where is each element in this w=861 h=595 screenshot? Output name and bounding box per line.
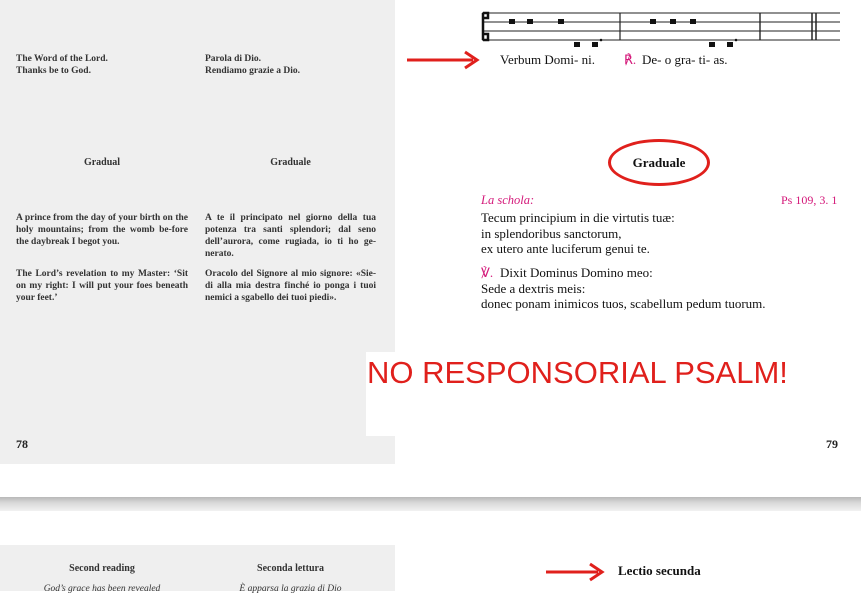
next-sub-en: God’s grace has been revealed [43, 584, 161, 594]
left-page-next [0, 545, 395, 594]
verse-line: Dixit Dominus Domino meo: [500, 265, 653, 280]
graduale-verse1 [481, 210, 675, 257]
arrow-right-icon [544, 562, 608, 582]
verse2-en: The Lord’s revelation to my Master: ‘Sit on my right: I will put your foes beneath your feet.’ [16, 269, 188, 303]
verse-line: Sede a dextris meis: [481, 280, 586, 296]
gradual-it-heading: Graduale [270, 157, 311, 168]
annotation-text: NO RESPONSORIAL PSALM! [367, 355, 788, 390]
graduale-verse2 [481, 265, 766, 312]
versicle-symbol: ℣. [481, 265, 494, 280]
gradual-en-heading: Gradual [83, 157, 121, 168]
next-heading-it: Seconda lettura [257, 563, 324, 574]
section-title: Graduale [632, 155, 686, 170]
chant-lyrics: Verbum Domi- ni. [500, 52, 595, 67]
verse2-it: Oracolo del Signore al mio signore: «Sie-di alla mia destra finché io ponga i tuoi nemici a sgabello dei tuoi piedi». [205, 269, 376, 303]
response-symbol: ℟. [624, 52, 637, 67]
next-sub-it: È apparsa la grazia di Dio [239, 584, 342, 594]
verse1-en: A prince from the day of your birth on the holy mountains; from the womb be-fore the daybreak I begot you. [16, 213, 188, 247]
verse-line: Tecum principium in die virtutis tuæ: [481, 210, 675, 225]
page-number-right: 79 [826, 437, 838, 451]
left-page [0, 0, 395, 464]
acclamation-en [16, 53, 108, 77]
psalm-ref: Ps 109, 3. 1 [781, 193, 838, 207]
next-heading-en: Second reading [69, 563, 135, 574]
acclamation-it-line: Rendiamo grazie a Dio. [205, 66, 300, 76]
next-section-title: Lectio secunda [618, 563, 701, 578]
verse-line: in splendoribus sanctorum, [481, 225, 622, 241]
verse-line: donec ponam inimicos tuos, scabellum pedum tuorum. [481, 296, 766, 311]
chant-staff [480, 0, 842, 48]
acclamation-it [205, 53, 300, 77]
acclamation-it-line: Parola di Dio. [205, 54, 262, 64]
acclamation-en-line: Thanks be to God. [16, 66, 91, 76]
response-lyrics: De- o gra- ti- as. [642, 52, 728, 67]
arrow-right-icon [405, 50, 483, 70]
page-number-left: 78 [16, 437, 28, 451]
verse-line: ex utero ante luciferum genui te. [481, 241, 650, 256]
verse1-it: A te il principato nel giorno della tua potenza tra santi splendori; dal seno dell’aurora, come rugiada, io ti ho ge-nerato. [205, 213, 376, 259]
schola-label: La schola: [481, 193, 535, 207]
acclamation-en-line: The Word of the Lord. [16, 54, 108, 64]
spread-separator [0, 497, 861, 511]
